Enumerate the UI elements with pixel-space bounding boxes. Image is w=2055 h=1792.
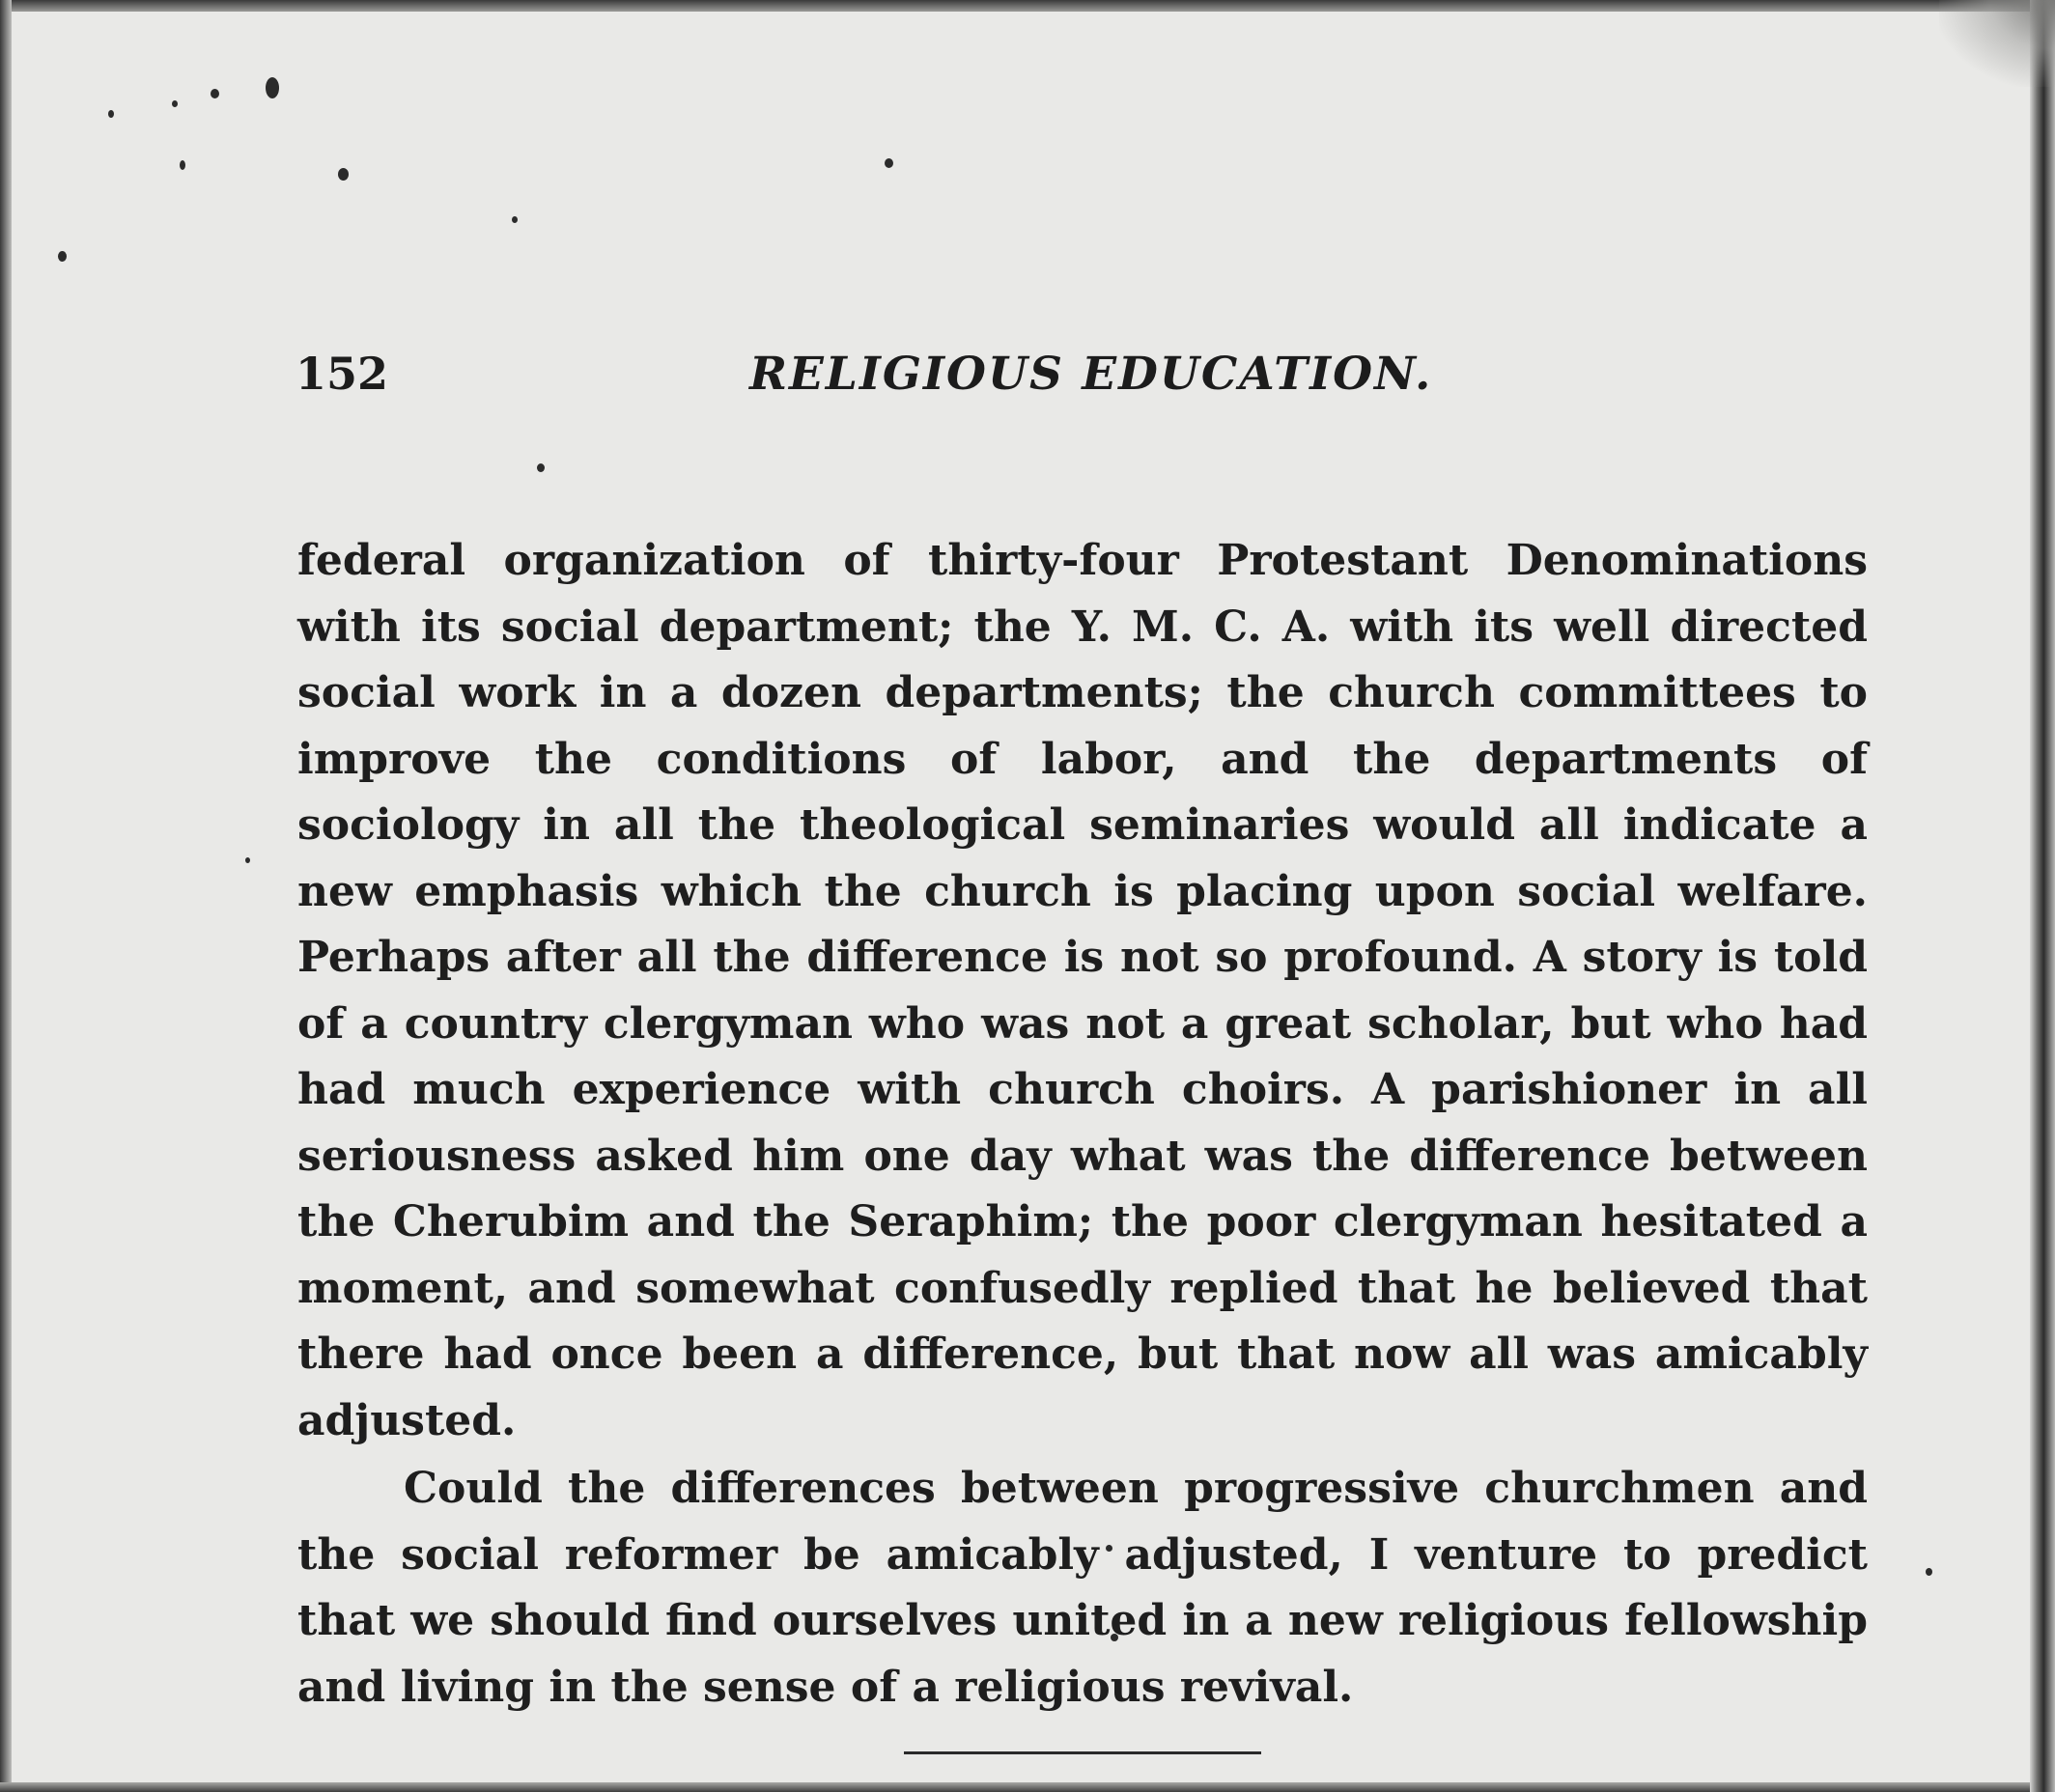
scan-edge-bottom [0,1782,2055,1792]
scan-speck [338,168,349,181]
running-title: RELIGIOUS EDUCATION. [749,348,1433,401]
scan-speck [180,160,185,170]
scan-speck [1926,1568,1932,1576]
scan-speck [537,463,545,472]
scan-edge-left [0,0,12,1792]
page-header [290,348,1873,406]
section-end-rule [904,1751,1261,1754]
scan-speck [885,158,893,168]
scan-speck [245,857,250,863]
scan-edge-top [0,0,2055,12]
scan-speck [108,110,114,118]
paragraph-1: federal organization of thirty-four Protestant Denominations with its social department; the Y. M. C. A. with its well directed social work in a dozen departments; the church committees to improve the conditions of labor, and the departments of sociology in all the theological seminaries would all indicate a new emphasis which the church is placing upon social welfare. Perhaps after all the difference is not so profound. A story is told of a country clergyman who was not a great scholar, but who had had much experience with church choirs. A parishioner in all seriousness asked him one day what was the difference between the Cherubim and the Seraphim; the poor clergyman hesitated a moment, and somewhat confusedly replied that he believed that there had once been a difference, but that now all was amicably adjusted. [297,536,1868,1445]
body-text [297,528,1868,1721]
scan-speck [512,216,518,223]
scan-corner-shadow [1939,0,2055,87]
paragraph-2: Could the differences between progressive churchmen and the social reformer be amicably adjusted, I venture to predict that we should find ourselves united in a new religious fellowship and living in the sense of a religious revival. [297,1464,1868,1712]
scan-speck [266,77,279,98]
scan-speck [58,251,67,262]
page-number: 152 [296,348,389,400]
scan-speck [211,89,219,98]
scan-edge-right [2030,0,2055,1792]
scan-speck [172,100,178,107]
